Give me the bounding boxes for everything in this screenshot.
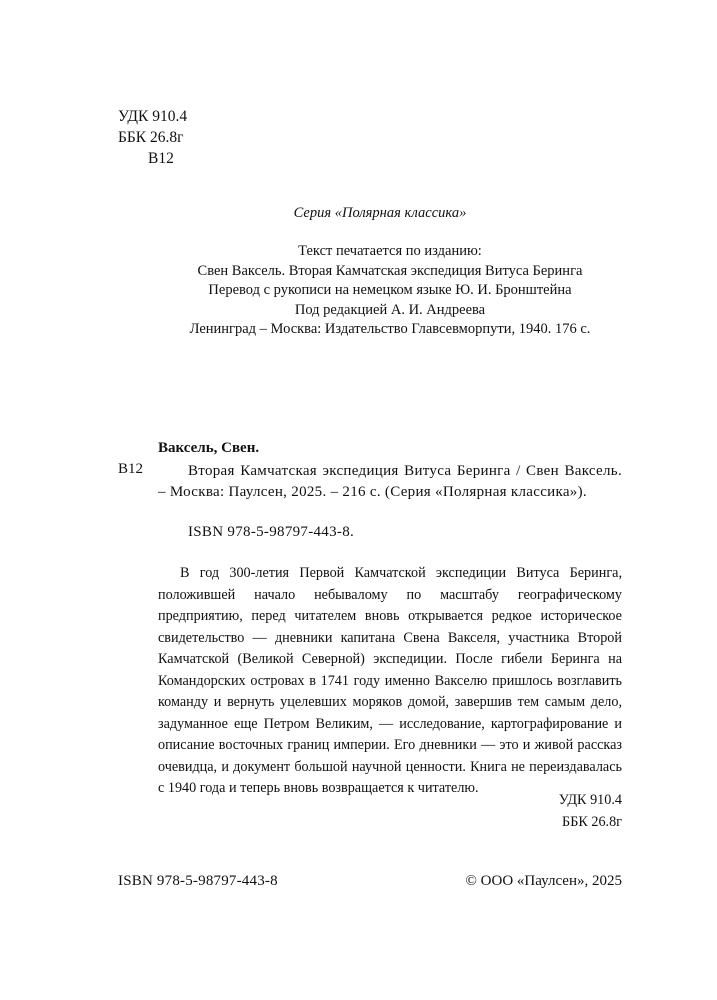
classification-codes-top: [118, 106, 187, 169]
abstract-bbk-code: ББК 26.8г: [562, 813, 622, 830]
series-title: Серия «Полярная классика»: [293, 205, 467, 221]
udk-code: УДК 910.4: [118, 108, 188, 125]
abstract-udk-code: УДК 910.4: [558, 792, 622, 808]
source-line-1: Текст печатается по изданию:: [298, 243, 482, 259]
source-line-5: Ленинград – Москва: Издательство Главсевморпути, 1940. 176 с.: [189, 321, 591, 337]
bbk-code: ББК 26.8г: [118, 129, 184, 146]
catalog-isbn: ISBN 978-5-98797-443-8.: [188, 524, 355, 540]
catalog-code: В12: [118, 461, 144, 477]
source-edition-block: [0, 242, 717, 340]
author-mark: В12: [148, 150, 174, 167]
footer-copyright: © ООО «Паулсен», 2025: [465, 873, 622, 889]
book-abstract: В год 300-летия Первой Камчатской экспедиции Витуса Беринга, положившей начало небывалому по масштабу географическому предприятию, перед читателем вновь открывается редкое историческое свидетельство — дневники капитана Свена Вакселя, участника Второй Камчатской (Великой Северной) экспедиции. После гибели Беринга на Командорских островах в 1741 году именно Вакселю пришлось возглавить команду и вернуть уцелевших моряков домой, завершив тем самым дело, задуманное еще Петром Великим, — исследование, картографирование и описание восточных границ империи. Его дневники — это и живой рассказ очевидца, и документ большой научной ценности. Книга не переиздавалась с 1940 года и теперь вновь возвращается к читателю.: [158, 565, 622, 796]
classification-codes-bottom: [460, 790, 622, 833]
source-line-4: Под редакцией А. И. Андреева: [294, 301, 486, 318]
source-line-2: Свен Ваксель. Вторая Камчатская экспедиция Витуса Беринга: [197, 262, 583, 279]
catalog-author: Ваксель, Свен.: [158, 440, 260, 456]
catalog-description: Вторая Камчатская экспедиция Витуса Беринга / Свен Ваксель. – Москва: Паулсен, 2025. – 216 с. (Серия «Полярная классика»).: [158, 463, 622, 500]
source-line-3: Перевод с рукописи на немецком языке Ю. И. Бронштейна: [208, 282, 572, 298]
footer-isbn: ISBN 978-5-98797-443-8: [118, 873, 278, 889]
